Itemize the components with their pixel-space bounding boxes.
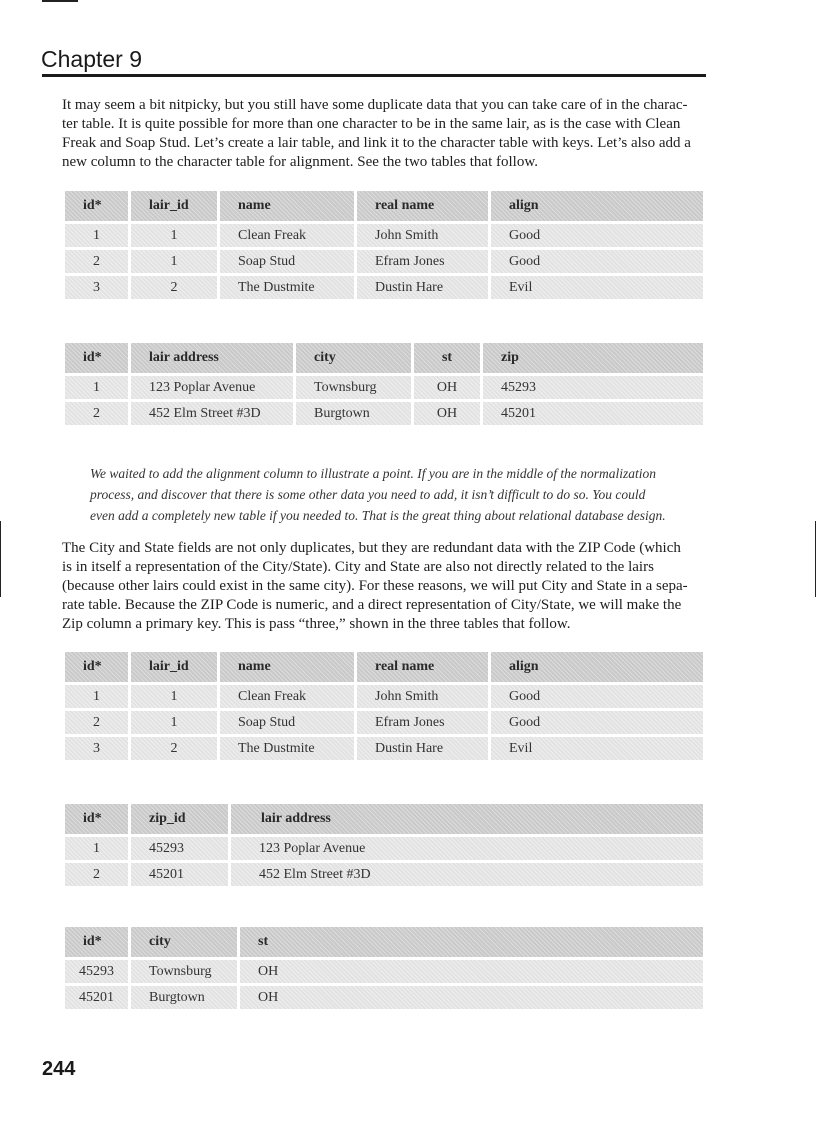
column-header: lair_id [131,652,217,682]
table-cell: OH [240,960,703,983]
table-row [65,863,703,886]
paragraph-line: is in itself a representation of the City/State). City and State are also not directly related to the lairs [62,559,654,575]
table-cell: 123 Poplar Avenue [231,837,703,860]
table-cell: Clean Freak [220,685,354,708]
column-header: real name [357,191,488,221]
table-cell: Efram Jones [357,711,488,734]
table-cell: Burgtown [296,402,411,425]
lair-table-pass-three [62,801,706,889]
table-cell: 3 [65,737,128,760]
column-header: align [491,191,703,221]
table-row [65,960,703,983]
table-cell: Good [491,224,703,247]
margin-change-bar [0,521,1,597]
table-row [65,250,703,273]
column-header: city [131,927,237,957]
table-cell: The Dustmite [220,737,354,760]
table-cell: 3 [65,276,128,299]
table-header-row [65,343,703,373]
table-cell: Dustin Hare [357,276,488,299]
table-cell: Good [491,711,703,734]
table-row [65,276,703,299]
column-header: id* [65,804,128,834]
lair-table-pass-two [62,340,706,428]
column-header: name [220,191,354,221]
table-cell: OH [414,402,480,425]
page-number: 244 [42,1058,76,1080]
column-header: align [491,652,703,682]
table-cell: OH [240,986,703,1009]
table-cell: 1 [65,685,128,708]
intro-line: new column to the character table for alignment. See the two tables that follow. [62,154,538,170]
column-header: id* [65,191,128,221]
column-header: lair_id [131,191,217,221]
table-cell: 1 [131,685,217,708]
table-cell: John Smith [357,224,488,247]
column-header: st [414,343,480,373]
table-cell: 2 [65,402,128,425]
table-row [65,711,703,734]
intro-line: It may seem a bit nitpicky, but you still have some duplicate data that you can take care of in the charac- [62,97,688,113]
table-cell: 452 Elm Street #3D [131,402,293,425]
column-header: id* [65,927,128,957]
top-rule [42,0,78,2]
table-cell: 1 [65,376,128,399]
table-cell: 123 Poplar Avenue [131,376,293,399]
table-cell: 2 [65,250,128,273]
note-block [90,463,700,526]
table-cell: OH [414,376,480,399]
column-header: real name [357,652,488,682]
table-cell: Evil [491,276,703,299]
table-header-row [65,191,703,221]
paragraph-line: The City and State fields are not only duplicates, but they are redundant data with the ZIP Code (which [62,540,681,556]
table-cell: Evil [491,737,703,760]
table-cell: Soap Stud [220,250,354,273]
table-cell: 1 [65,837,128,860]
table-row [65,224,703,247]
column-header: lair address [131,343,293,373]
table-row [65,737,703,760]
zip-table-pass-three [62,924,706,1012]
intro-line: Freak and Soap Stud. Let’s create a lair table, and link it to the character table with keys. Let’s also add a [62,135,691,151]
column-header: city [296,343,411,373]
column-header: st [240,927,703,957]
table-cell: 1 [65,224,128,247]
table-cell: Clean Freak [220,224,354,247]
table-cell: 45201 [131,863,228,886]
table-cell: 2 [65,711,128,734]
character-table-pass-three [62,649,706,763]
table-cell: Townsburg [296,376,411,399]
table-cell: Soap Stud [220,711,354,734]
table-header-row [65,804,703,834]
column-header: name [220,652,354,682]
note-line: process, and discover that there is some other data you need to add, it isn’t difficult to do so. You could [90,487,646,502]
table-cell: Good [491,250,703,273]
table-cell: 45293 [483,376,703,399]
note-line: even add a completely new table if you needed to. That is the great thing about relational database design. [90,508,666,523]
table-row [65,685,703,708]
table-cell: 2 [131,276,217,299]
table-cell: 45293 [65,960,128,983]
table-cell: Dustin Hare [357,737,488,760]
table-row [65,376,703,399]
table-cell: 45201 [483,402,703,425]
table-cell: Townsburg [131,960,237,983]
column-header: zip [483,343,703,373]
table-cell: 45293 [131,837,228,860]
character-table-pass-two [62,188,706,302]
note-line: We waited to add the alignment column to illustrate a point. If you are in the middle of the normalization [90,466,656,481]
table-header-row [65,927,703,957]
table-header-row [65,652,703,682]
column-header: lair address [231,804,703,834]
second-paragraph [62,539,706,634]
table-row [65,402,703,425]
table-cell: The Dustmite [220,276,354,299]
table-cell: Good [491,685,703,708]
paragraph-line: Zip column a primary key. This is pass “three,” shown in the three tables that follow. [62,616,571,632]
table-cell: John Smith [357,685,488,708]
intro-line: ter table. It is quite possible for more than one character to be in the same lair, as is the case with Clean [62,116,681,132]
table-cell: 1 [131,711,217,734]
intro-paragraph [62,96,706,172]
column-header: id* [65,343,128,373]
column-header: id* [65,652,128,682]
table-cell: 45201 [65,986,128,1009]
table-row [65,986,703,1009]
paragraph-line: rate table. Because the ZIP Code is numeric, and a direct representation of City/State, we will make the [62,597,682,613]
chapter-title: Chapter 9 [41,46,143,72]
table-cell: 1 [131,224,217,247]
column-header: zip_id [131,804,228,834]
table-cell: 2 [131,737,217,760]
table-cell: 1 [131,250,217,273]
table-cell: Efram Jones [357,250,488,273]
table-cell: 452 Elm Street #3D [231,863,703,886]
table-cell: Burgtown [131,986,237,1009]
paragraph-line: (because other lairs could exist in the same city). For these reasons, we will put City and State in a sepa- [62,578,688,594]
chapter-rule [42,74,706,77]
table-cell: 2 [65,863,128,886]
table-row [65,837,703,860]
